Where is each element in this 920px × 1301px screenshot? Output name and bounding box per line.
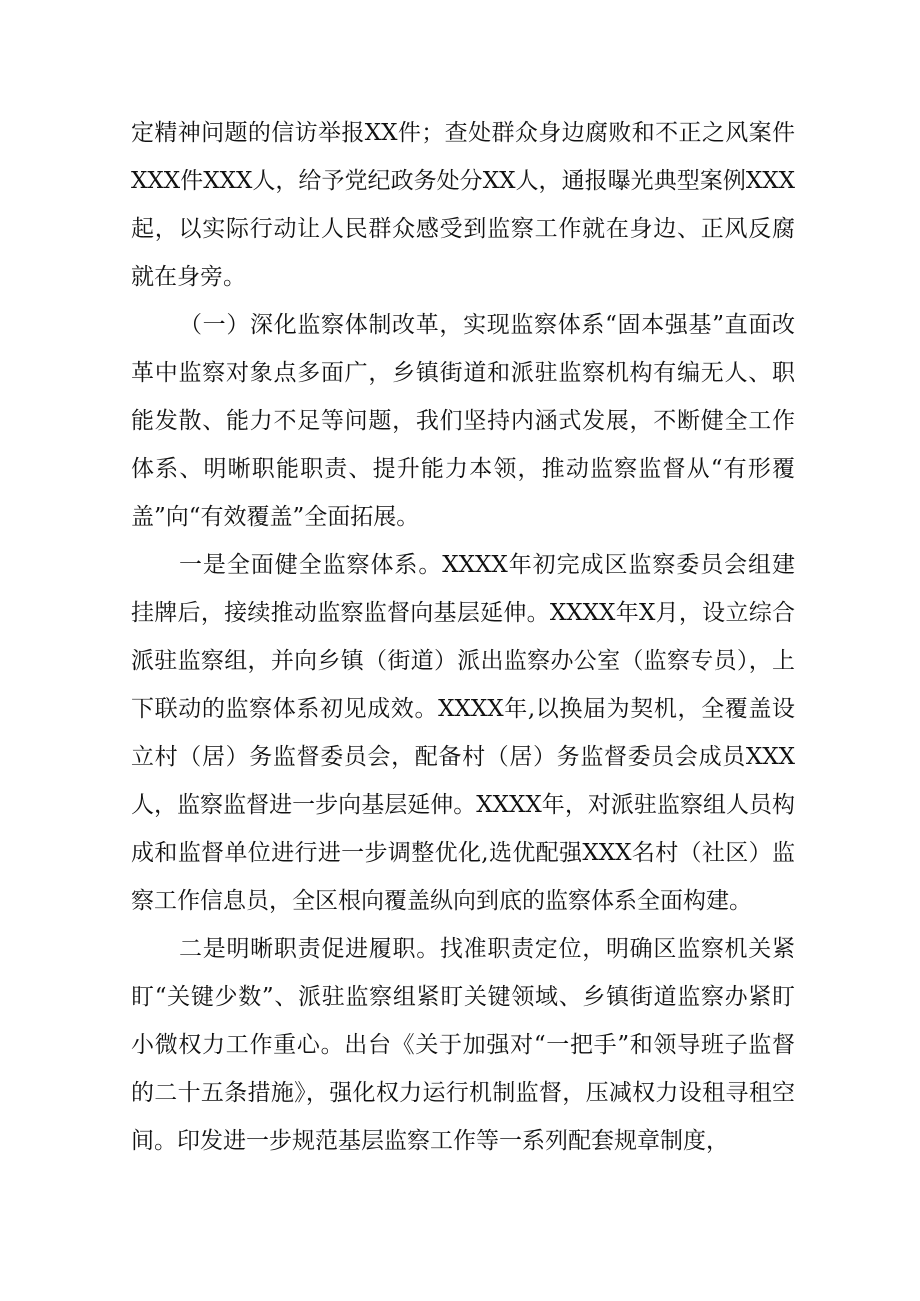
paragraph-section-heading: （一）深化监察体制改革，实现监察体系“固本强基”直面改革中监察对象点多面广，乡镇街道和派驻监察机构有编无人、职能发散、能力不足等问题，我们坚持内涵式发展，不断健全工作体系、明晰职能职责、提升能力本领，推动监察监督从“有形覆盖”向“有效覆盖”全面拓展。 <box>131 312 795 530</box>
paragraph-continuation: 定精神问题的信访举报XX件；查处群众身边腐败和不正之风案件XXX件XXX人，给予党纪政务处分XX人，通报曝光典型案例XXX起，以实际行动让人民群众感受到监察工作就在身边、正风反腐就在身旁。 <box>131 120 795 290</box>
document-body <box>131 109 795 1165</box>
paragraph-clarify-duties: 二是明晰职责促进履职。找准职责定位，明确区监察机关紧盯“关键少数”、派驻监察组紧盯关键领域、乡镇街道监察办紧盯小微权力工作重心。出台《关于加强对“一把手”和领导班子监督的二十五条措施》，强化权力运行机制监督，压减权力设租寻租空间。印发进一步规范基层监察工作等一系列配套规章制度， <box>131 936 795 1154</box>
paragraph-supervision-system: 一是全面健全监察体系。XXXX年初完成区监察委员会组建挂牌后，接续推动监察监督向基层延伸。XXXX年X月，设立综合派驻监察组，并向乡镇（街道）派出监察办公室（监察专员），上下联动的监察体系初见成效。XXXX年,以换届为契机，全覆盖设立村（居）务监督委员会，配备村（居）务监督委员会成员XXX人，监察监督进一步向基层延伸。XXXX年，对派驻监察组人员构成和监督单位进行进一步调整优化,选优配强XXX名村（社区）监察工作信息员，全区根向覆盖纵向到底的监察体系全面构建。 <box>131 552 795 914</box>
